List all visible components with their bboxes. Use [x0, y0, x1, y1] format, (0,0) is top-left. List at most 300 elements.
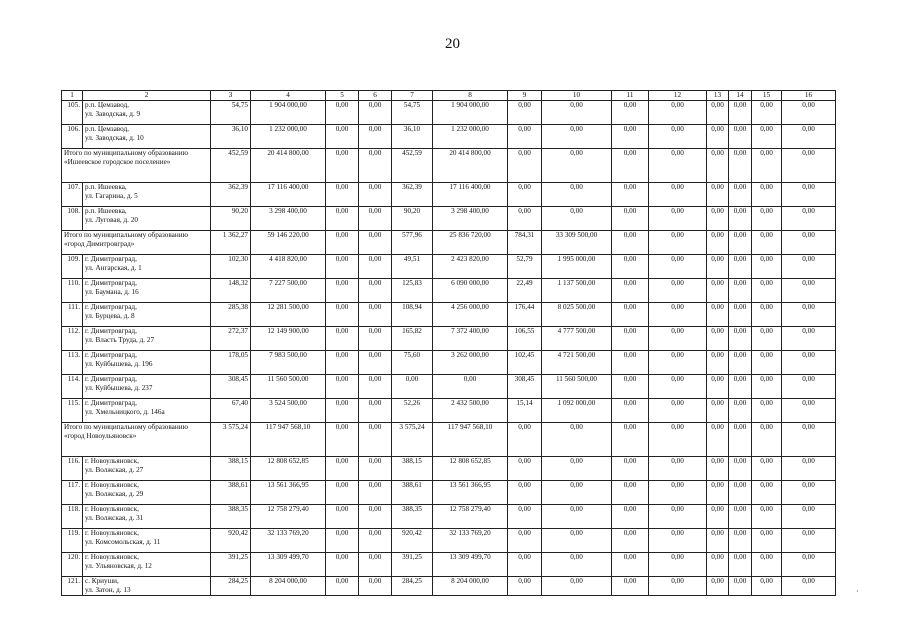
address-cell — [83, 255, 211, 279]
value-cell-c5: 0,00 — [326, 231, 359, 255]
value-cell-c5: 0,00 — [326, 553, 359, 577]
value-cell-c7: 388,35 — [392, 505, 433, 529]
value-cell-c3: 67,40 — [211, 399, 251, 423]
value-cell-c3: 102,30 — [211, 255, 251, 279]
column-number-cell: 3 — [211, 91, 251, 101]
address-street: ул. Заводская, д. 10 — [85, 134, 144, 142]
table-row — [62, 303, 836, 327]
value-cell-c4: 1 904 000,00 — [251, 101, 326, 125]
column-number-cell: 2 — [83, 91, 211, 101]
row-number: 106. — [62, 125, 83, 149]
value-cell-c10: 8 025 500,00 — [542, 303, 612, 327]
value-cell-c6: 0,00 — [359, 505, 392, 529]
table-row — [62, 255, 836, 279]
value-cell-c3: 388,61 — [211, 481, 251, 505]
value-cell-c14: 0,00 — [729, 399, 752, 423]
value-cell-c3: 272,37 — [211, 327, 251, 351]
stray-mark: · — [856, 587, 859, 596]
value-cell-c15: 0,00 — [752, 505, 782, 529]
value-cell-c12: 0,00 — [649, 577, 707, 596]
address-street: ул. Заводская, д. 9 — [85, 110, 141, 118]
value-cell-c15: 0,00 — [752, 183, 782, 207]
row-number: 108. — [62, 207, 83, 231]
table-row — [62, 553, 836, 577]
value-cell-c3: 3 575,24 — [211, 423, 251, 457]
value-cell-c14: 0,00 — [729, 255, 752, 279]
value-cell-c8: 12 808 652,85 — [433, 457, 508, 481]
row-number: 107. — [62, 183, 83, 207]
value-cell-c15: 0,00 — [752, 207, 782, 231]
value-cell-c6: 0,00 — [359, 553, 392, 577]
address-cell — [83, 529, 211, 553]
value-cell-c5: 0,00 — [326, 351, 359, 375]
value-cell-c16: 0,00 — [782, 255, 836, 279]
value-cell-c6: 0,00 — [359, 149, 392, 183]
table-row — [62, 457, 836, 481]
value-cell-c8: 25 836 720,00 — [433, 231, 508, 255]
value-cell-c11: 0,00 — [612, 577, 649, 596]
value-cell-c3: 285,38 — [211, 303, 251, 327]
value-cell-c14: 0,00 — [729, 351, 752, 375]
value-cell-c9: 0,00 — [508, 481, 542, 505]
value-cell-c16: 0,00 — [782, 125, 836, 149]
table-row — [62, 577, 836, 596]
value-cell-c12: 0,00 — [649, 255, 707, 279]
value-cell-c6: 0,00 — [359, 255, 392, 279]
value-cell-c3: 452,59 — [211, 149, 251, 183]
value-cell-c10: 1 137 500,00 — [542, 279, 612, 303]
value-cell-c16: 0,00 — [782, 351, 836, 375]
value-cell-c5: 0,00 — [326, 327, 359, 351]
value-cell-c10: 0,00 — [542, 505, 612, 529]
value-cell-c13: 0,00 — [707, 231, 729, 255]
value-cell-c11: 0,00 — [612, 183, 649, 207]
value-cell-c7: 362,39 — [392, 183, 433, 207]
value-cell-c16: 0,00 — [782, 423, 836, 457]
address-locality: г. Новоульяновск, — [85, 505, 139, 513]
value-cell-c15: 0,00 — [752, 481, 782, 505]
value-cell-c16: 0,00 — [782, 327, 836, 351]
value-cell-c11: 0,00 — [612, 553, 649, 577]
value-cell-c10: 0,00 — [542, 457, 612, 481]
value-cell-c14: 0,00 — [729, 553, 752, 577]
value-cell-c4: 1 232 000,00 — [251, 125, 326, 149]
column-number-cell: 8 — [433, 91, 508, 101]
value-cell-c16: 0,00 — [782, 231, 836, 255]
address-street: ул. Затон, д. 13 — [85, 586, 131, 594]
address-cell — [83, 101, 211, 125]
value-cell-c9: 0,00 — [508, 183, 542, 207]
value-cell-c3: 178,05 — [211, 351, 251, 375]
value-cell-c14: 0,00 — [729, 505, 752, 529]
value-cell-c12: 0,00 — [649, 553, 707, 577]
value-cell-c16: 0,00 — [782, 183, 836, 207]
value-cell-c13: 0,00 — [707, 375, 729, 399]
value-cell-c4: 4 418 820,00 — [251, 255, 326, 279]
total-label: Итого по муниципальному образованию «город Новоульяновск» — [62, 423, 211, 457]
value-cell-c13: 0,00 — [707, 101, 729, 125]
value-cell-c4: 12 149 900,00 — [251, 327, 326, 351]
address-cell — [83, 457, 211, 481]
column-number-cell: 11 — [612, 91, 649, 101]
row-number: 113. — [62, 351, 83, 375]
value-cell-c11: 0,00 — [612, 101, 649, 125]
value-cell-c14: 0,00 — [729, 183, 752, 207]
address-street: ул. Комсомольская, д. 11 — [85, 538, 161, 546]
value-cell-c8: 17 116 400,00 — [433, 183, 508, 207]
value-cell-c15: 0,00 — [752, 279, 782, 303]
table-body — [62, 91, 836, 596]
address-locality: р.п. Ишеевка, — [85, 183, 127, 191]
value-cell-c5: 0,00 — [326, 423, 359, 457]
value-cell-c15: 0,00 — [752, 553, 782, 577]
value-cell-c11: 0,00 — [612, 125, 649, 149]
row-number: 112. — [62, 327, 83, 351]
value-cell-c8: 12 758 279,40 — [433, 505, 508, 529]
value-cell-c7: 90,20 — [392, 207, 433, 231]
column-number-cell: 14 — [729, 91, 752, 101]
value-cell-c4: 12 808 652,85 — [251, 457, 326, 481]
value-cell-c10: 4 777 500,00 — [542, 327, 612, 351]
address-street: ул. Власть Труда, д. 27 — [85, 336, 155, 344]
value-cell-c7: 577,96 — [392, 231, 433, 255]
value-cell-c4: 3 298 400,00 — [251, 207, 326, 231]
value-cell-c5: 0,00 — [326, 183, 359, 207]
value-cell-c14: 0,00 — [729, 101, 752, 125]
value-cell-c11: 0,00 — [612, 481, 649, 505]
value-cell-c6: 0,00 — [359, 457, 392, 481]
value-cell-c8: 8 204 000,00 — [433, 577, 508, 596]
value-cell-c9: 0,00 — [508, 149, 542, 183]
value-cell-c5: 0,00 — [326, 457, 359, 481]
value-cell-c10: 0,00 — [542, 125, 612, 149]
value-cell-c16: 0,00 — [782, 279, 836, 303]
value-cell-c3: 284,25 — [211, 577, 251, 596]
value-cell-c15: 0,00 — [752, 303, 782, 327]
row-number: 121. — [62, 577, 83, 596]
value-cell-c14: 0,00 — [729, 375, 752, 399]
register-table — [61, 90, 836, 596]
value-cell-c9: 176,44 — [508, 303, 542, 327]
value-cell-c4: 3 524 500,00 — [251, 399, 326, 423]
value-cell-c16: 0,00 — [782, 577, 836, 596]
value-cell-c14: 0,00 — [729, 327, 752, 351]
value-cell-c7: 388,15 — [392, 457, 433, 481]
table-row — [62, 125, 836, 149]
column-number-cell: 13 — [707, 91, 729, 101]
value-cell-c12: 0,00 — [649, 149, 707, 183]
value-cell-c4: 13 309 499,70 — [251, 553, 326, 577]
value-cell-c8: 13 309 499,70 — [433, 553, 508, 577]
address-locality: г. Новоульяновск, — [85, 457, 139, 465]
value-cell-c6: 0,00 — [359, 529, 392, 553]
value-cell-c6: 0,00 — [359, 125, 392, 149]
value-cell-c6: 0,00 — [359, 351, 392, 375]
value-cell-c7: 284,25 — [392, 577, 433, 596]
value-cell-c9: 0,00 — [508, 207, 542, 231]
value-cell-c9: 15,14 — [508, 399, 542, 423]
value-cell-c8: 20 414 800,00 — [433, 149, 508, 183]
value-cell-c15: 0,00 — [752, 399, 782, 423]
value-cell-c14: 0,00 — [729, 207, 752, 231]
address-street: ул. Волжская, д. 29 — [85, 490, 144, 498]
address-locality: р.п. Ишеевка, — [85, 207, 127, 215]
value-cell-c9: 784,31 — [508, 231, 542, 255]
value-cell-c16: 0,00 — [782, 481, 836, 505]
value-cell-c11: 0,00 — [612, 457, 649, 481]
value-cell-c8: 4 256 000,00 — [433, 303, 508, 327]
total-label: Итого по муниципальному образованию «город Димитровград» — [62, 231, 211, 255]
value-cell-c12: 0,00 — [649, 481, 707, 505]
column-number-cell: 16 — [782, 91, 836, 101]
value-cell-c14: 0,00 — [729, 125, 752, 149]
row-number: 117. — [62, 481, 83, 505]
value-cell-c10: 11 560 500,00 — [542, 375, 612, 399]
value-cell-c10: 1 995 000,00 — [542, 255, 612, 279]
table-row — [62, 399, 836, 423]
value-cell-c4: 7 227 500,00 — [251, 279, 326, 303]
table-row — [62, 101, 836, 125]
column-number-cell: 10 — [542, 91, 612, 101]
value-cell-c8: 0,00 — [433, 375, 508, 399]
table-row — [62, 327, 836, 351]
table-row — [62, 351, 836, 375]
value-cell-c13: 0,00 — [707, 457, 729, 481]
value-cell-c15: 0,00 — [752, 375, 782, 399]
value-cell-c10: 0,00 — [542, 207, 612, 231]
value-cell-c3: 308,45 — [211, 375, 251, 399]
address-street: ул. Куйбышева, д. 237 — [85, 384, 153, 392]
value-cell-c6: 0,00 — [359, 183, 392, 207]
value-cell-c11: 0,00 — [612, 423, 649, 457]
value-cell-c7: 165,82 — [392, 327, 433, 351]
value-cell-c4: 59 146 220,00 — [251, 231, 326, 255]
value-cell-c5: 0,00 — [326, 505, 359, 529]
value-cell-c4: 20 414 800,00 — [251, 149, 326, 183]
value-cell-c7: 108,94 — [392, 303, 433, 327]
value-cell-c10: 0,00 — [542, 553, 612, 577]
value-cell-c7: 3 575,24 — [392, 423, 433, 457]
value-cell-c6: 0,00 — [359, 207, 392, 231]
address-cell — [83, 505, 211, 529]
table-row — [62, 279, 836, 303]
value-cell-c11: 0,00 — [612, 207, 649, 231]
value-cell-c14: 0,00 — [729, 481, 752, 505]
value-cell-c12: 0,00 — [649, 351, 707, 375]
value-cell-c3: 148,32 — [211, 279, 251, 303]
address-street: ул. Волжская, д. 27 — [85, 466, 144, 474]
value-cell-c8: 1 232 000,00 — [433, 125, 508, 149]
row-number: 105. — [62, 101, 83, 125]
value-cell-c13: 0,00 — [707, 255, 729, 279]
page-number: 20 — [445, 36, 460, 52]
value-cell-c5: 0,00 — [326, 399, 359, 423]
table-row — [62, 505, 836, 529]
value-cell-c6: 0,00 — [359, 101, 392, 125]
address-locality: р.п. Цемзавод, — [85, 125, 129, 133]
value-cell-c3: 388,35 — [211, 505, 251, 529]
value-cell-c16: 0,00 — [782, 375, 836, 399]
value-cell-c13: 0,00 — [707, 505, 729, 529]
value-cell-c13: 0,00 — [707, 423, 729, 457]
value-cell-c15: 0,00 — [752, 457, 782, 481]
value-cell-c13: 0,00 — [707, 577, 729, 596]
value-cell-c3: 1 362,27 — [211, 231, 251, 255]
value-cell-c14: 0,00 — [729, 423, 752, 457]
value-cell-c16: 0,00 — [782, 553, 836, 577]
value-cell-c6: 0,00 — [359, 399, 392, 423]
value-cell-c4: 11 560 500,00 — [251, 375, 326, 399]
value-cell-c6: 0,00 — [359, 279, 392, 303]
value-cell-c13: 0,00 — [707, 351, 729, 375]
row-number: 119. — [62, 529, 83, 553]
value-cell-c5: 0,00 — [326, 207, 359, 231]
address-cell — [83, 351, 211, 375]
value-cell-c11: 0,00 — [612, 327, 649, 351]
value-cell-c13: 0,00 — [707, 481, 729, 505]
value-cell-c12: 0,00 — [649, 457, 707, 481]
column-number-cell: 4 — [251, 91, 326, 101]
address-locality: с. Криуши, — [85, 577, 119, 585]
value-cell-c5: 0,00 — [326, 375, 359, 399]
row-number: 115. — [62, 399, 83, 423]
value-cell-c10: 0,00 — [542, 101, 612, 125]
value-cell-c8: 13 561 366,95 — [433, 481, 508, 505]
value-cell-c10: 0,00 — [542, 577, 612, 596]
value-cell-c15: 0,00 — [752, 327, 782, 351]
column-number-cell: 15 — [752, 91, 782, 101]
address-locality: г. Димитровград, — [85, 303, 137, 311]
column-number-cell: 6 — [359, 91, 392, 101]
value-cell-c12: 0,00 — [649, 279, 707, 303]
value-cell-c12: 0,00 — [649, 399, 707, 423]
address-locality: р.п. Цемзавод, — [85, 101, 129, 109]
table-row — [62, 183, 836, 207]
value-cell-c5: 0,00 — [326, 101, 359, 125]
table-row — [62, 207, 836, 231]
address-cell — [83, 207, 211, 231]
value-cell-c8: 7 372 400,00 — [433, 327, 508, 351]
value-cell-c10: 1 092 000,00 — [542, 399, 612, 423]
value-cell-c3: 388,15 — [211, 457, 251, 481]
value-cell-c12: 0,00 — [649, 125, 707, 149]
value-cell-c16: 0,00 — [782, 505, 836, 529]
value-cell-c8: 117 947 568,10 — [433, 423, 508, 457]
value-cell-c7: 920,42 — [392, 529, 433, 553]
value-cell-c4: 7 983 500,00 — [251, 351, 326, 375]
value-cell-c4: 13 561 366,95 — [251, 481, 326, 505]
value-cell-c7: 125,83 — [392, 279, 433, 303]
row-number: 111. — [62, 303, 83, 327]
value-cell-c14: 0,00 — [729, 577, 752, 596]
value-cell-c6: 0,00 — [359, 481, 392, 505]
value-cell-c11: 0,00 — [612, 529, 649, 553]
value-cell-c10: 4 721 500,00 — [542, 351, 612, 375]
value-cell-c14: 0,00 — [729, 303, 752, 327]
value-cell-c9: 0,00 — [508, 529, 542, 553]
row-number: 120. — [62, 553, 83, 577]
row-number: 116. — [62, 457, 83, 481]
value-cell-c13: 0,00 — [707, 327, 729, 351]
value-cell-c16: 0,00 — [782, 399, 836, 423]
total-row — [62, 231, 836, 255]
value-cell-c5: 0,00 — [326, 529, 359, 553]
value-cell-c8: 1 904 000,00 — [433, 101, 508, 125]
column-number-cell: 9 — [508, 91, 542, 101]
value-cell-c7: 52,26 — [392, 399, 433, 423]
address-locality: г. Новоульяновск, — [85, 481, 139, 489]
value-cell-c9: 102,45 — [508, 351, 542, 375]
address-locality: г. Новоульяновск, — [85, 529, 139, 537]
value-cell-c11: 0,00 — [612, 399, 649, 423]
value-cell-c7: 75,60 — [392, 351, 433, 375]
value-cell-c9: 0,00 — [508, 457, 542, 481]
address-cell — [83, 481, 211, 505]
value-cell-c11: 0,00 — [612, 231, 649, 255]
value-cell-c10: 0,00 — [542, 149, 612, 183]
value-cell-c9: 106,55 — [508, 327, 542, 351]
value-cell-c15: 0,00 — [752, 255, 782, 279]
value-cell-c3: 391,25 — [211, 553, 251, 577]
row-number: 109. — [62, 255, 83, 279]
address-cell — [83, 375, 211, 399]
value-cell-c7: 391,25 — [392, 553, 433, 577]
value-cell-c4: 117 947 568,10 — [251, 423, 326, 457]
value-cell-c13: 0,00 — [707, 553, 729, 577]
value-cell-c12: 0,00 — [649, 529, 707, 553]
value-cell-c7: 49,51 — [392, 255, 433, 279]
value-cell-c6: 0,00 — [359, 327, 392, 351]
value-cell-c10: 0,00 — [542, 183, 612, 207]
value-cell-c7: 452,59 — [392, 149, 433, 183]
value-cell-c8: 2 432 500,00 — [433, 399, 508, 423]
value-cell-c5: 0,00 — [326, 279, 359, 303]
value-cell-c12: 0,00 — [649, 327, 707, 351]
value-cell-c6: 0,00 — [359, 577, 392, 596]
value-cell-c9: 52,79 — [508, 255, 542, 279]
address-street: ул. Гагарина, д. 5 — [85, 192, 138, 200]
address-cell — [83, 125, 211, 149]
address-locality: г. Димитровград, — [85, 375, 137, 383]
address-street: ул. Хмельницкого, д. 146а — [85, 408, 165, 416]
value-cell-c15: 0,00 — [752, 101, 782, 125]
address-locality: г. Новоульяновск, — [85, 553, 139, 561]
value-cell-c7: 54,75 — [392, 101, 433, 125]
value-cell-c9: 0,00 — [508, 125, 542, 149]
total-label: Итого по муниципальному образованию «Ишеевское городское поселение» — [62, 149, 211, 183]
address-locality: г. Димитровград, — [85, 255, 137, 263]
value-cell-c15: 0,00 — [752, 529, 782, 553]
address-street: ул. Луговая, д. 20 — [85, 216, 138, 224]
value-cell-c12: 0,00 — [649, 303, 707, 327]
value-cell-c11: 0,00 — [612, 303, 649, 327]
value-cell-c7: 388,61 — [392, 481, 433, 505]
value-cell-c9: 0,00 — [508, 553, 542, 577]
value-cell-c16: 0,00 — [782, 149, 836, 183]
address-locality: г. Димитровград, — [85, 279, 137, 287]
value-cell-c9: 0,00 — [508, 505, 542, 529]
value-cell-c10: 0,00 — [542, 481, 612, 505]
value-cell-c11: 0,00 — [612, 505, 649, 529]
address-street: ул. Баумана, д. 16 — [85, 288, 139, 296]
value-cell-c13: 0,00 — [707, 303, 729, 327]
value-cell-c10: 33 309 500,00 — [542, 231, 612, 255]
value-cell-c4: 12 758 279,40 — [251, 505, 326, 529]
value-cell-c4: 32 133 769,20 — [251, 529, 326, 553]
value-cell-c5: 0,00 — [326, 125, 359, 149]
value-cell-c5: 0,00 — [326, 149, 359, 183]
table-row — [62, 529, 836, 553]
